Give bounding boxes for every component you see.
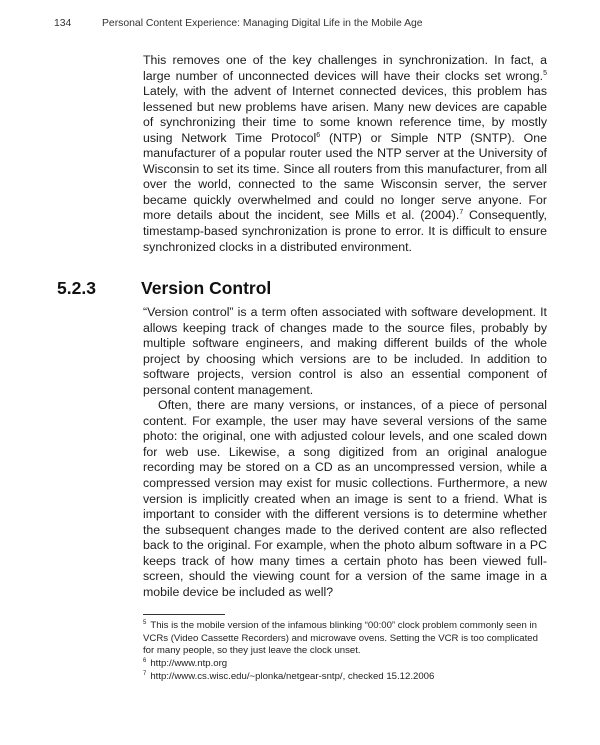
running-header	[54, 18, 423, 29]
footnote-mark: 6	[143, 657, 147, 664]
footnote-ref-6[interactable]: 6	[316, 131, 321, 139]
paragraph-text: Consequently, timestamp-based synchronization is prone to error. It is difficult to ensure synchronized clocks in a distributed environment.	[143, 208, 547, 254]
footnotes	[143, 620, 547, 684]
footnote-mark: 7	[143, 670, 147, 677]
footnote-7	[143, 671, 547, 684]
footnote-mark: 5	[143, 619, 147, 626]
section-heading	[57, 278, 271, 299]
page-number: 134	[54, 18, 72, 29]
section-number: 5.2.3	[57, 278, 96, 298]
section-title: Version Control	[141, 278, 272, 298]
footnote-ref-7[interactable]: 7	[459, 209, 464, 217]
paragraph: “Version control” is a term often associated with software development. It allows keeping track of changes made to the source files, probably by multiple software engineers, and making different builds of the whole project by choosing which versions are to be included. In addition to software projects, version control is also an essential component of personal content management.	[143, 305, 547, 397]
footnote-ref-5[interactable]: 5	[543, 69, 547, 77]
footnote-5	[143, 620, 547, 658]
paragraph-text: This removes one of the key challenges in synchronization. In fact, a large number of unconnected devices will have their clocks set wrong.	[143, 53, 547, 83]
footnote-link[interactable]: http://www.ntp.org	[150, 658, 228, 670]
paragraph-text: Lately, with the advent of Internet connected devices, this problem has lessened but new problems have arisen. Many new devices are capable of synchronizing their time to some known reference time, by mostly using Network Time Protocol	[143, 84, 547, 145]
footnote-text: This is the mobile version of the infamous blinking “00:00” clock problem commonly seen in VCRs (Video Cassette Recorders) and microwave ovens. Setting the VCR is too complicated for many people, so they just leave the clock unset.	[143, 620, 538, 657]
footnote-link[interactable]: http://www.cs.wisc.edu/~plonka/netgear-sntp/, checked 15.12.2006	[150, 670, 435, 682]
paragraph	[143, 53, 547, 255]
running-title: Personal Content Experience: Managing Digital Life in the Mobile Age	[102, 18, 423, 29]
footnote-6	[143, 658, 547, 671]
section-body-synchronization	[143, 53, 547, 255]
section-body-version-control	[143, 305, 547, 600]
footnote-divider	[143, 614, 225, 615]
paragraph: Often, there are many versions, or instances, of a piece of personal content. For example, the user may have several versions of the same photo: the original, one with adjusted colour levels, and one scaled down for web use. Likewise, a song digitized from an original analogue recording may be stored on a CD as an uncompressed version, while a compressed version may exist for music collections. Furthermore, a new version is implicitly created when an image is sent to a friend. What is important to consider with the different versions is to determine whether the subsequent changes made to the derived content are also reflected back to the original. For example, when the photo album software in a PC keeps track of how many times a certain photo has been viewed full-screen, should the viewing count for a version of the same image in a mobile device be included as well?	[143, 398, 547, 599]
paragraph-text: (NTP) or Simple NTP (SNTP). One manufacturer of a popular router used the NTP server at the University of Wisconsin to set its time. Since all routers from this manufacturer, from all over the world, connected to the same Wisconsin server, the server became quickly overwhelmed and could no longer serve anyone. For more details about the incident, see Mills et al. (2004).	[143, 130, 547, 223]
